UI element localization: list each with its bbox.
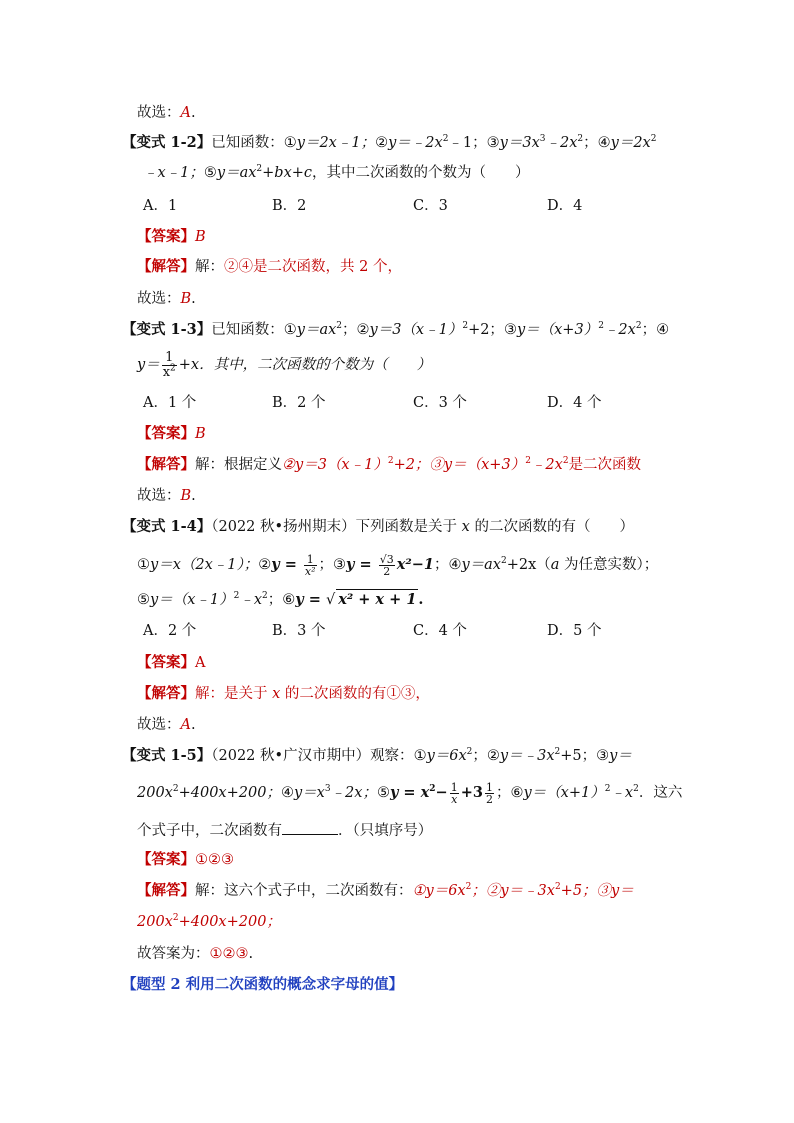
exponent: 2 <box>604 784 611 795</box>
variant-1-5-question-line1 <box>122 746 632 766</box>
fraction <box>450 782 459 805</box>
operator: − <box>435 784 448 801</box>
option-c: C．3 个 <box>413 395 467 411</box>
function-expression: y＝2x <box>610 135 651 151</box>
function-expression-tail: ﹣1； <box>448 135 487 151</box>
variable: x <box>461 519 470 535</box>
variant-1-4-question-line3 <box>137 589 423 610</box>
circled-number: ④ <box>280 785 294 801</box>
separator: ； <box>641 322 657 338</box>
answer-tag: 【答案】 <box>137 425 195 442</box>
fraction-denominator: x² <box>304 564 316 578</box>
variant-tag: 【变式 1-4】 <box>122 518 212 535</box>
answer-blank <box>282 820 338 835</box>
exponent: 2 <box>635 321 642 332</box>
exponent: 2 <box>233 591 240 602</box>
solution-expression: ；②y＝﹣3x <box>471 883 555 899</box>
solution-tag: 【解答】 <box>137 456 195 473</box>
circled-number: ④ <box>656 322 670 338</box>
choice-answer: A <box>180 105 191 121</box>
answer-choice-line <box>137 289 196 309</box>
function-expression: y = <box>346 556 377 573</box>
circled-number: ④ <box>448 557 462 573</box>
option-b: B．2 个 <box>272 395 326 411</box>
option-d: D．5 个 <box>547 623 602 639</box>
function-expression: y＝ <box>609 748 632 764</box>
option-b: B．3 个 <box>272 623 326 639</box>
function-expression: ﹣2x <box>603 322 636 338</box>
variant-1-5-question-line2 <box>137 780 682 806</box>
function-expression: y = <box>295 591 326 608</box>
circled-number: ② <box>375 135 389 151</box>
question-text: 已知函数： <box>211 322 284 338</box>
solution-expression: +5；③y＝ <box>560 883 634 899</box>
function-expression: y＝x <box>293 785 325 801</box>
solution-text: 解：根据定义 <box>195 457 282 473</box>
exponent: 2 <box>466 747 473 758</box>
separator: ； <box>433 557 449 573</box>
choice-end: . <box>190 717 196 733</box>
question-text: ．（只填序号） <box>338 823 433 839</box>
answer-choice-line <box>137 103 196 123</box>
separator: ； <box>472 748 487 764</box>
exponent: 2 <box>462 321 469 332</box>
solution-text: ②④是二次函数，共 2 个， <box>224 259 402 275</box>
choice-prefix: 故选： <box>137 717 181 733</box>
solution-line <box>137 257 402 277</box>
choice-answer: A <box>180 717 191 733</box>
exponent: 2 <box>633 784 639 795</box>
variant-1-3-question-line2 <box>137 350 431 380</box>
function-expression: y＝ax <box>216 165 257 181</box>
choice-prefix: 故选： <box>137 105 181 121</box>
solution-tag: 【解答】 <box>137 258 195 275</box>
fraction-numerator: 1 <box>485 780 493 794</box>
exponent: 2 <box>442 134 449 145</box>
option-a: A．2 个 <box>143 623 197 639</box>
solution-line2 <box>137 912 281 932</box>
exponent: 2 <box>256 164 263 175</box>
function-expression: ﹣x <box>610 785 634 801</box>
circled-number: ② <box>356 322 370 338</box>
exponent: 2 <box>598 321 604 332</box>
fraction <box>162 351 177 380</box>
function-expression: y＝ax <box>296 322 337 338</box>
function-expression: +3 <box>460 784 483 801</box>
choice-answer: B <box>180 488 192 504</box>
variant-1-5-question-line3 <box>137 820 432 841</box>
choice-end: . <box>248 946 254 962</box>
exponent: 2 <box>554 882 561 893</box>
function-expression: y＝ax <box>461 557 501 573</box>
question-text: 为任意实数）； <box>559 557 659 573</box>
section-heading: 【题型 2 利用二次函数的概念求字母的值】 <box>122 976 404 993</box>
function-expression: +bx+c <box>262 165 313 181</box>
variable: a <box>550 557 560 573</box>
circled-number: ③ <box>596 748 610 764</box>
choice-answer: B <box>180 291 192 307</box>
choice-end: . <box>190 105 196 121</box>
circled-number: ① <box>283 135 297 151</box>
function-expression: y＝（x+1） <box>523 785 605 801</box>
function-expression: y＝3x <box>499 135 540 151</box>
solution-tag: 【解答】 <box>137 882 195 899</box>
variant-1-2-question-line2 <box>143 163 530 183</box>
question-text: 已知函数： <box>211 135 284 151</box>
fraction-numerator: √3 <box>379 552 394 566</box>
circled-number: ⑤ <box>376 785 390 801</box>
answer-line <box>137 653 205 673</box>
option-a: A．1 <box>143 198 178 214</box>
exponent: 2 <box>525 456 531 467</box>
circled-number: ⑤ <box>203 165 217 181</box>
answer-choice-line <box>137 486 196 506</box>
fraction-numerator: 1 <box>304 554 317 566</box>
function-expression: y＝（x﹣1） <box>150 592 234 608</box>
circled-number: ② <box>258 557 272 573</box>
exponent: 2 <box>387 456 394 467</box>
option-c: C．3 <box>413 198 448 214</box>
radicand: x² + x + 1 <box>338 591 417 608</box>
variant-1-3-question-line1 <box>122 320 669 340</box>
circled-number: ⑥ <box>282 592 296 608</box>
function-expression: y＝3（x﹣1） <box>369 322 463 338</box>
circled-number: ③ <box>503 322 517 338</box>
exponent: 2 <box>172 913 179 924</box>
answer-choice-line <box>137 715 196 735</box>
answer-line <box>137 424 206 444</box>
exponent: 2 <box>562 456 569 467</box>
solution-expression: +400x+200； <box>178 914 281 930</box>
circled-number: ② <box>486 748 500 764</box>
answer-value: B <box>195 426 206 442</box>
exponent: 2 <box>650 134 657 145</box>
question-text: （2022 秋•广汉市期中）观察： <box>211 748 414 764</box>
solution-text: 的二次函数的有①③， <box>280 686 430 702</box>
answer-choice-line <box>137 944 253 964</box>
square-root-icon: √ <box>325 592 336 608</box>
solution-line <box>137 455 641 475</box>
function-expression: y＝ <box>137 357 160 373</box>
exponent: 2 <box>500 556 507 567</box>
function-expression: y = x <box>389 784 430 801</box>
option-c: C．4 个 <box>413 623 467 639</box>
variant-tag: 【变式 1-2】 <box>122 134 212 151</box>
exponent: 2 <box>170 363 176 374</box>
answer-tag: 【答案】 <box>137 654 195 671</box>
separator: ； <box>267 592 283 608</box>
circled-number: ③ <box>333 557 347 573</box>
variable: x <box>272 686 281 702</box>
separator: ； <box>342 322 357 338</box>
question-text: ，其中二次函数的个数为（ ） <box>312 165 530 181</box>
option-d: D．4 <box>547 198 583 214</box>
fraction-denominator: 2 <box>485 792 493 806</box>
question-text: 个式子中，二次函数有 <box>137 823 282 839</box>
function-expression: y＝x（2x﹣1）； <box>150 557 259 573</box>
circled-number: ① <box>137 557 150 573</box>
question-text: （2022 秋•扬州期末）下列函数是关于 <box>211 519 462 535</box>
solution-text: 是二次函数 <box>568 457 642 473</box>
exponent: 2 <box>577 134 584 145</box>
question-text: +x．其中，二次函数的个数为（ ） <box>178 357 432 373</box>
circled-number: ③ <box>486 135 500 151</box>
function-expression: y = <box>271 556 302 573</box>
function-expression: y＝6x <box>426 748 467 764</box>
answer-tag: 【答案】 <box>137 228 195 245</box>
answer-value: B <box>195 229 206 245</box>
answer-tag: 【答案】 <box>137 851 195 868</box>
variant-1-4-question-line1 <box>122 517 634 537</box>
function-expression: ﹣2x； <box>330 785 377 801</box>
function-expression: x²−1 <box>396 556 434 573</box>
answer-line <box>137 850 234 870</box>
exponent: 3 <box>324 784 331 795</box>
question-text: 的二次函数的有（ ） <box>469 519 634 535</box>
solution-tag: 【解答】 <box>137 685 195 702</box>
solution-text: 解： <box>195 259 224 275</box>
circled-number: ④ <box>597 135 611 151</box>
option-a: A．1 个 <box>143 395 197 411</box>
solution-expression: ②y＝3（x﹣1） <box>282 457 388 473</box>
function-expression: ﹣x <box>239 592 263 608</box>
circled-number: ① <box>413 748 427 764</box>
function-expression: ﹣2x <box>545 135 578 151</box>
solution-text: 解：这六个式子中，二次函数有： <box>195 883 413 899</box>
question-text: ．这六 <box>638 785 683 801</box>
solution-text: 解：是关于 <box>195 686 273 702</box>
choice-prefix: 故选： <box>137 488 181 504</box>
separator: . <box>418 591 424 608</box>
separator: ； <box>495 785 511 801</box>
function-expression: y＝（x+3） <box>516 322 599 338</box>
exponent: 3 <box>539 134 546 145</box>
choice-prefix: 故选： <box>137 291 181 307</box>
fraction-numerator: 1 <box>162 351 177 366</box>
choice-end: . <box>191 488 196 504</box>
exponent: 2 <box>172 784 179 795</box>
option-d: D．4 个 <box>547 395 602 411</box>
circled-number: ⑤ <box>137 592 150 608</box>
function-expression: +400x+200； <box>178 785 281 801</box>
fraction-denominator: 2 <box>383 564 391 578</box>
function-expression: ﹣x﹣1； <box>143 165 204 181</box>
option-b: B．2 <box>272 198 307 214</box>
choice-end: . <box>191 291 196 307</box>
exponent: 2 <box>262 591 268 602</box>
circled-number: ① <box>283 322 297 338</box>
fraction <box>379 554 395 577</box>
choice-prefix: 故答案为： <box>137 946 210 962</box>
separator: ； <box>583 135 598 151</box>
circled-number: ⑥ <box>510 785 524 801</box>
answer-value: A <box>195 655 206 671</box>
separator: ； <box>318 557 334 573</box>
solution-line <box>137 684 430 704</box>
variant-1-2-question-line1 <box>122 133 656 153</box>
function-expression-tail: +2x（ <box>506 557 551 573</box>
function-expression: y＝﹣2x <box>388 135 443 151</box>
answer-line <box>137 227 206 247</box>
solution-expression: 200x <box>137 914 173 930</box>
fraction <box>485 782 494 805</box>
solution-line <box>137 881 634 901</box>
fraction-numerator: 1 <box>450 780 458 794</box>
function-expression-tail: +2； <box>468 322 504 338</box>
exponent: 2 <box>336 321 342 332</box>
solution-expression: ﹣2x <box>530 457 563 473</box>
exponent: 2 <box>465 882 472 893</box>
function-expression: y＝2x﹣1； <box>296 135 376 151</box>
solution-expression: ①y＝6x <box>412 883 466 899</box>
fraction-denominator: x <box>451 792 458 806</box>
variant-tag: 【变式 1-5】 <box>122 747 212 764</box>
fraction <box>304 554 317 577</box>
function-expression-tail: +5； <box>560 748 597 764</box>
exponent: 2 <box>429 784 436 795</box>
exponent: 2 <box>554 747 561 758</box>
variant-1-4-question-line2 <box>137 552 658 578</box>
choice-answer: ①②③ <box>209 946 249 962</box>
fraction-denominator <box>162 363 177 380</box>
solution-expression: +2；③y＝（x+3） <box>393 457 526 473</box>
function-expression: 200x <box>137 785 173 801</box>
function-expression: y＝﹣3x <box>499 748 555 764</box>
variant-tag: 【变式 1-3】 <box>122 321 212 338</box>
fraction-denominator-text: x <box>162 364 171 380</box>
answer-value: ①②③ <box>195 852 234 868</box>
